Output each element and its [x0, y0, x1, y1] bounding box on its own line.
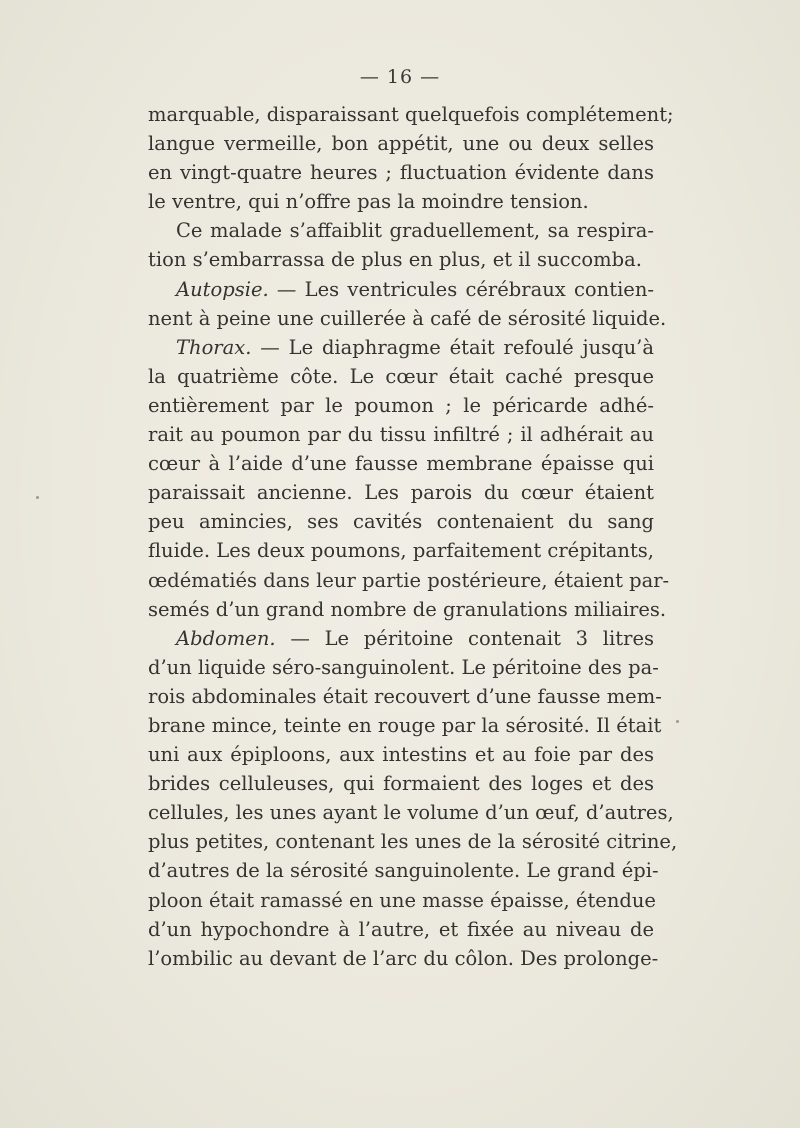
text-line [148, 682, 662, 711]
line-text: langue vermeille, bon appétit, une ou deux selles [148, 132, 654, 156]
speck-mark [676, 720, 679, 723]
line-text: la quatrième côte. Le cœur était caché presque [148, 364, 654, 388]
text-line [148, 536, 654, 565]
line-text: nent à peine une cuillerée à café de sérosité liquide. [148, 306, 667, 330]
text-line [148, 420, 654, 449]
text-line [148, 798, 674, 827]
line-text: cœur à l’aide d’une fausse membrane épaisse qui [148, 452, 654, 476]
text-line [148, 245, 654, 274]
line-text: marquable, disparaissant quelquefois complétement; [148, 103, 674, 126]
line-text: d’autres de la sérosité sanguinolente. Le grand épi- [148, 859, 659, 883]
line-text: entièrement par le poumon ; le péricarde adhé- [148, 393, 654, 417]
section-heading: Autopsie. [176, 277, 269, 301]
text-line [148, 275, 654, 304]
line-text: Ce malade s’affaiblit graduellement, sa respira- [176, 219, 654, 243]
text-line [148, 449, 654, 478]
line-text: — Les ventricules cérébraux contien- [268, 277, 654, 301]
text-line [148, 595, 667, 624]
line-text: d’un liquide séro-sanguinolent. Le péritoine des pa- [148, 655, 659, 679]
line-text: brane mince, teinte en rouge par la sérosité. Il était [148, 713, 662, 737]
line-text: cellules, les unes ayant le volume d’un œuf, d’autres, [148, 801, 674, 825]
line-text: l’ombilic au devant de l’arc du côlon. Des prolonge- [148, 946, 659, 970]
speck-mark [36, 496, 39, 499]
page-number: — 16 — [359, 66, 441, 88]
text-line [148, 478, 654, 507]
text-line [148, 362, 654, 391]
line-text: d’un hypochondre à l’autre, et fixée au niveau de [148, 917, 654, 941]
line-text: brides celluleuses, qui formaient des loges et des [148, 772, 654, 796]
line-text: plus petites, contenant les unes de la sérosité citrine, [148, 830, 678, 854]
text-line [148, 391, 654, 420]
section-heading: Abdomen. [176, 626, 276, 650]
text-line [148, 507, 654, 536]
text-line [148, 653, 659, 682]
body-text [148, 100, 678, 973]
line-text: rois abdominales était recouvert d’une fausse mem- [148, 684, 662, 708]
text-line [148, 158, 654, 187]
text-line [148, 886, 654, 915]
text-line [148, 566, 670, 595]
text-line [148, 827, 678, 856]
text-line [148, 187, 654, 216]
text-line [148, 100, 674, 129]
text-line [148, 769, 654, 798]
line-text: rait au poumon par du tissu infiltré ; il adhérait au [148, 423, 654, 447]
text-line [148, 740, 654, 769]
line-text: ploon était ramassé en une masse épaisse, étendue [148, 888, 656, 912]
text-line [148, 711, 662, 740]
line-text: uni aux épiploons, aux intestins et au foie par des [148, 743, 654, 767]
line-text: le ventre, qui n’offre pas la moindre tension. [148, 190, 589, 214]
text-line [148, 216, 654, 245]
line-text: en vingt-quatre heures ; fluctuation évidente dans [148, 161, 654, 185]
text-line [148, 129, 654, 158]
line-text: fluide. Les deux poumons, parfaitement crépitants, [148, 539, 654, 563]
text-line [148, 304, 667, 333]
text-line [148, 333, 654, 362]
text-line [148, 944, 659, 973]
line-text: — Le diaphragme était refoulé jusqu’à [251, 335, 654, 359]
text-line [148, 915, 654, 944]
line-text: œdématiés dans leur partie postérieure, étaient par- [148, 568, 670, 592]
text-line [148, 624, 654, 653]
line-text: tion s’embarrassa de plus en plus, et il succomba. [148, 248, 642, 272]
line-text: peu amincies, ses cavités contenaient du sang [148, 510, 654, 534]
section-heading: Thorax. [176, 335, 252, 359]
line-text: semés d’un grand nombre de granulations miliaires. [148, 597, 667, 621]
line-text: paraissait ancienne. Les parois du cœur étaient [148, 481, 654, 505]
text-line [148, 856, 659, 885]
line-text: — Le péritoine contenait 3 litres [275, 626, 654, 650]
